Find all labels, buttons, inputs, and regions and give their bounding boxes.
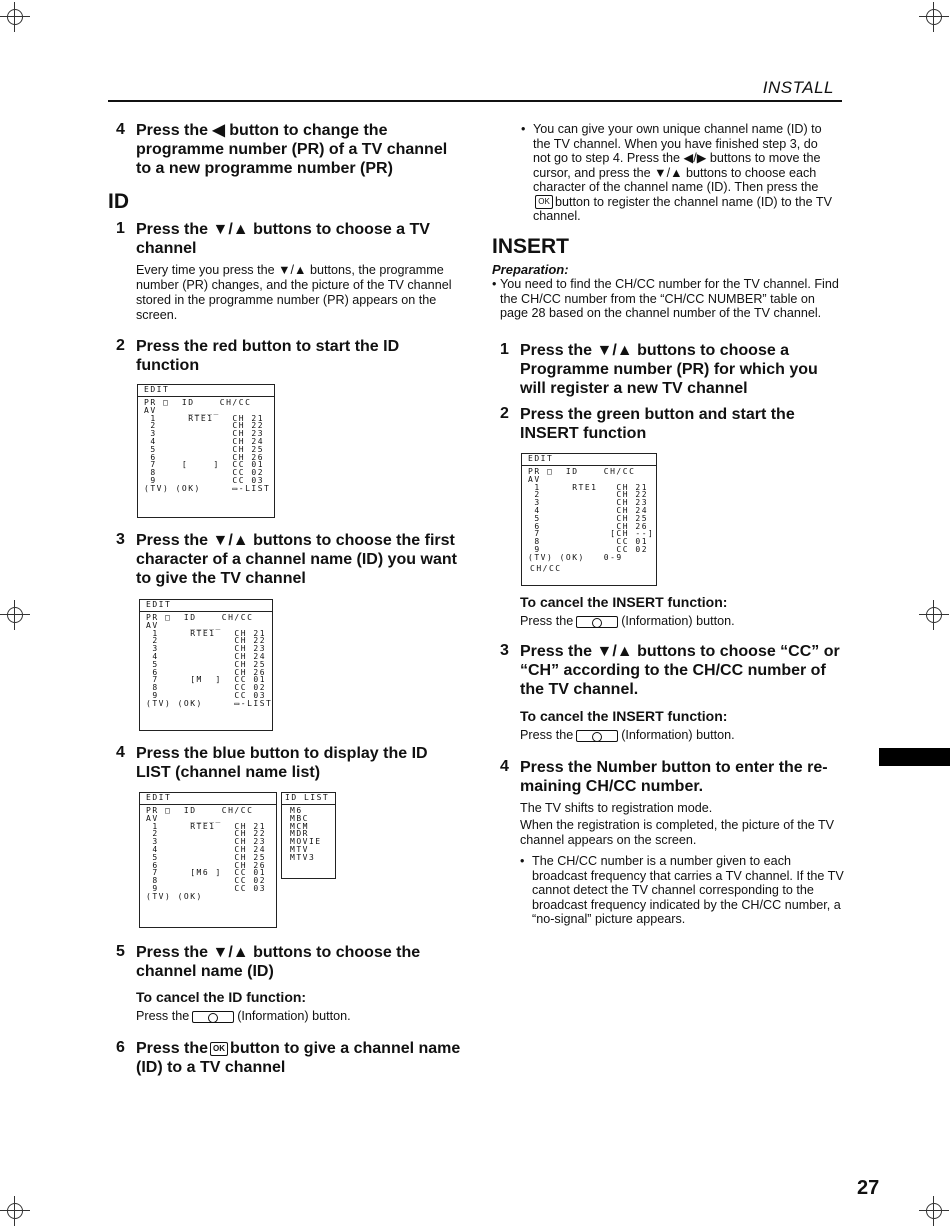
down-up-arrows-icon: ▼/▲ (596, 643, 633, 660)
left-right-arrows-icon: ◀/▶ (683, 151, 707, 165)
id-step-6: 6 Press the OK button to give a channel name (ID) to a TV channel (116, 1039, 461, 1076)
osd-id-list: ID LIST M6 MBC MCM MDR MOVIE MTV MTV3 (281, 792, 336, 879)
id-step-3: 3 Press the ▼/▲ buttons to choose the first character of a channel name (ID) you want to give the TV channel (116, 531, 457, 587)
down-up-arrows-icon: ▼/▲ (212, 532, 249, 549)
down-up-arrows-icon: ▼/▲ (212, 944, 249, 961)
page-header (108, 78, 842, 102)
id-step-5: 5 Press the ▼/▲ buttons to choose the channel name (ID) To cancel the ID function: Press the (Information) button. (116, 943, 421, 1023)
registration-mark-icon (926, 607, 942, 623)
down-up-arrows-icon: ▼/▲ (596, 342, 633, 359)
insert-step-3: 3 Press the ▼/▲ buttons to choose “CC” or “CH” according to the CH/CC number of the TV channel. To cancel the INSERT function: Press the (Information) button. (500, 642, 840, 742)
down-up-arrows-icon: ▼/▲ (212, 221, 249, 238)
preparation-text: • You need to find the CH/CC number for the TV channel. Find the CH/CC number from the “CH/CC NUMBER” table on page 28 based on the channel number of the TV channel. (492, 277, 839, 320)
osd-edit-screen-3: EDIT PR □ ID CH/CC AV _____ 1 RTE1 CH 21 2 CH 22 3 CH 23 4 CH 24 5 CH 25 6 CH 26 7 [M6 ] CC 01 8 CC 02 9 CC 03 (TV) (OK) (139, 792, 277, 928)
id-heading: ID (108, 190, 129, 213)
ok-button-icon: OK (210, 1042, 228, 1056)
insert-step-1: 1 Press the ▼/▲ buttons to choose a Programme number (PR) for which you will register a new TV channel (500, 341, 818, 397)
information-button-icon (576, 730, 618, 742)
insert-cancel-1: To cancel the INSERT function: Press the (Information) button. (520, 594, 735, 628)
insert-heading: INSERT (492, 235, 570, 258)
registration-mark-icon (7, 9, 23, 25)
down-up-arrows-icon: ▼/▲ (654, 165, 683, 180)
insert-step-4: 4 Press the Number button to enter the re-maining CH/CC number. The TV shifts to registration mode. When the registration is completed, the picture of the TV channel appears on the screen. • The CH/CC number is a number given to each broadcast frequency that carries a TV channel. If the TV cannot detect the TV channel corresponding to the broadcast frequency indicated by the CH/CC number, a “no-signal” picture appears. (500, 758, 844, 926)
section-title: INSTALL (762, 78, 834, 97)
down-up-arrows-icon: ▼/▲ (278, 263, 307, 277)
information-button-icon (576, 616, 618, 628)
registration-mark-icon (7, 1203, 23, 1219)
id-step-2: 2 Press the red button to start the ID function (116, 337, 400, 374)
osd-edit-screen-2: EDIT PR □ ID CH/CC AV _____ 1 RTE1 CH 21 2 CH 22 3 CH 23 4 CH 24 5 CH 25 6 CH 26 7 [M ] CC 01 8 CC 02 9 CC 03 (TV) (OK) ▭-LIST (139, 599, 273, 731)
registration-mark-icon (7, 607, 23, 623)
section-tab-marker (879, 748, 950, 766)
page-number: 27 (857, 1177, 880, 1199)
registration-mark-icon (926, 1203, 942, 1219)
id-tip-bullet: • You can give your own unique channel name (ID) to the TV channel. When you have finished step 3, do not go to step 4. Press the ◀/▶ buttons to move the cursor, and press the ▼/▲ buttons to choose each character of the channel name (ID). Then press theOK button to register the channel name (ID) to the TV channel. (521, 122, 832, 224)
osd-insert-screen: EDIT PR □ ID CH/CC AV 1 RTE1 CH 21 2 CH 22 3 CH 23 4 CH 24 5 CH 25 6 CH 26 7 [CH --] 8 CC 01 9 CC 02 (TV) (OK) 0-9 CH/CC (521, 453, 657, 586)
id-step-1: 1 Press the ▼/▲ buttons to choose a TV channel Every time you press the ▼/▲ buttons, the programme number (PR) changes, and the picture of the TV channel stored in the programme number (PR) appears on the screen. (116, 220, 452, 322)
registration-mark-icon (926, 9, 942, 25)
left-arrow-icon: ◀ (212, 122, 225, 139)
left-step-4-top: 4 Press the ◀ button to change the programme number (PR) of a TV channel to a new programme number (PR) (116, 121, 448, 177)
preparation-label: Preparation: (492, 262, 569, 277)
information-button-icon (192, 1011, 234, 1023)
osd-edit-screen-1: EDIT PR □ ID CH/CC AV _____ 1 RTE1 CH 21 2 CH 22 3 CH 23 4 CH 24 5 CH 25 6 CH 26 7 [ ] CC 01 8 CC 02 9 CC 03 (TV) (OK) ▭-LIST (137, 384, 275, 518)
id-step-4: 4 Press the blue button to display the ID LIST (channel name list) (116, 744, 428, 781)
ok-button-icon: OK (535, 195, 553, 209)
insert-step-2: 2 Press the green button and start the INSERT function (500, 405, 795, 442)
